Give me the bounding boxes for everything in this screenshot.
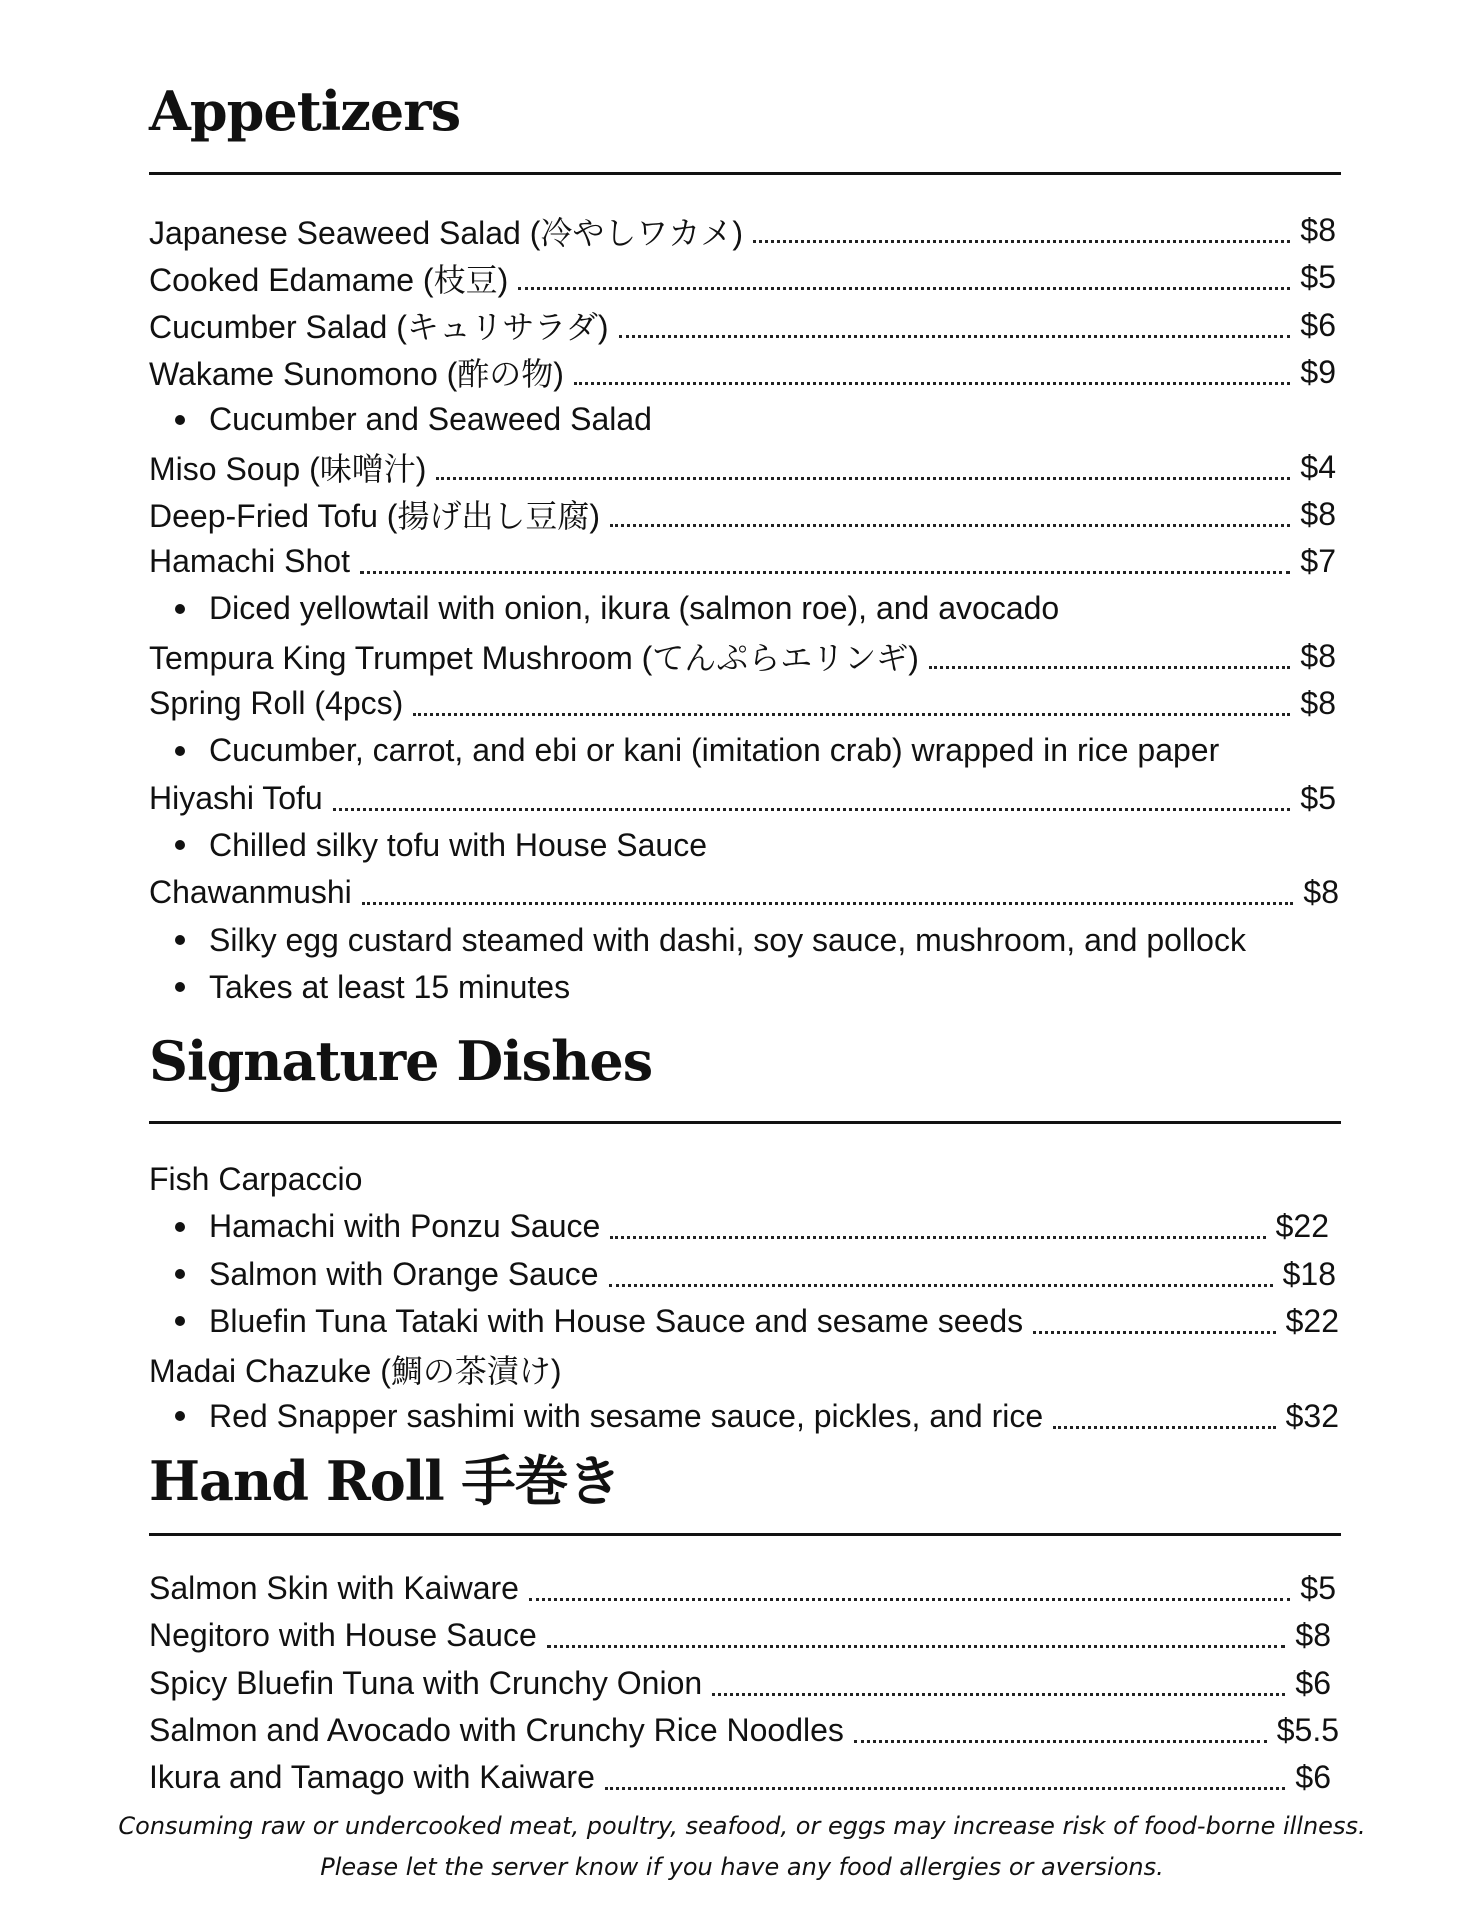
appetizers-list (149, 207, 1341, 1007)
item-name: Negitoro with House Sauce (149, 1617, 537, 1654)
item-name: Tempura King Trumpet Mushroom (てんぷらエリンギ) (149, 640, 919, 677)
dot-leader (619, 331, 1291, 338)
divider (149, 1121, 1341, 1124)
item-name: Cucumber Salad (キュリサラダ) (149, 309, 609, 346)
item-price: $22 (1285, 1302, 1339, 1339)
item-price: $5 (1300, 779, 1336, 816)
item-price: $6 (1295, 1664, 1331, 1701)
signature-rule (149, 1121, 1341, 1124)
menu-item (149, 775, 1336, 822)
item-price: $8 (1303, 874, 1339, 911)
dot-leader (574, 378, 1290, 385)
item-name: Deep-Fried Tofu (揚げ出し豆腐) (149, 498, 601, 535)
item-price: $9 (1300, 353, 1336, 390)
appetizers-rule (149, 172, 1341, 175)
item-note: Red Snapper sashimi with sesame sauce, pickles, and rice (209, 1397, 1044, 1434)
item-name: Hamachi Shot (149, 543, 350, 580)
dot-leader (529, 1594, 1290, 1601)
dot-leader (547, 1641, 1286, 1648)
bullet-icon (175, 1411, 185, 1421)
item-price: $8 (1300, 637, 1336, 674)
item-name: Japanese Seaweed Salad (冷やしワカメ) (149, 214, 744, 251)
item-name: Madai Chazuke (鯛の茶漬け) (149, 1352, 562, 1389)
dot-leader (413, 709, 1290, 716)
item-price: $7 (1300, 543, 1336, 580)
menu-item-note (149, 1298, 1339, 1345)
menu-item-note (149, 964, 1341, 1011)
menu-item-note (149, 396, 1341, 443)
menu-item-note (149, 1251, 1336, 1298)
item-price: $8 (1300, 212, 1336, 248)
menu-item (149, 349, 1336, 396)
dot-leader (605, 1783, 1286, 1790)
item-price: $8 (1295, 1617, 1331, 1654)
item-price: $18 (1282, 1255, 1336, 1292)
bullet-icon (175, 840, 185, 850)
bullet-icon (175, 982, 185, 992)
disclaimer-line-2: Please let the server know if you have any food allergies or aversions. (320, 1853, 1164, 1881)
dot-leader (753, 236, 1290, 243)
item-name: Chawanmushi (149, 874, 352, 911)
dot-leader (610, 520, 1290, 527)
item-note: Cucumber and Seaweed Salad (209, 401, 652, 438)
menu-item (149, 491, 1336, 538)
menu-item (149, 254, 1336, 301)
menu-item (149, 207, 1336, 254)
menu-item-note (149, 1203, 1329, 1250)
menu-item-note (149, 1393, 1339, 1440)
signature-section (149, 1029, 1341, 1093)
item-note: Bluefin Tuna Tataki with House Sauce and sesame seeds (209, 1302, 1024, 1339)
menu-item (149, 444, 1336, 491)
item-note: Diced yellowtail with onion, ikura (salmon roe), and avocado (209, 590, 1060, 627)
item-name: Hiyashi Tofu (149, 779, 323, 816)
menu-item-note (149, 585, 1341, 632)
disclaimer-line-1: Consuming raw or undercooked meat, poultry, seafood, or eggs may increase risk of food-borne illness. (118, 1812, 1366, 1840)
section-title-appetizers: Appetizers (149, 79, 461, 143)
menu-item-note (149, 822, 1341, 869)
item-name: Ikura and Tamago with Kaiware (149, 1759, 595, 1796)
handroll-rule (149, 1533, 1341, 1536)
bullet-icon (175, 746, 185, 756)
item-name: Wakame Sunomono (酢の物) (149, 356, 564, 393)
handroll-section (149, 1449, 1341, 1513)
dot-leader (610, 1232, 1265, 1239)
menu-item (149, 1612, 1331, 1659)
item-price: $8 (1300, 495, 1336, 532)
section-title-signature: Signature Dishes (149, 1029, 653, 1093)
dot-leader (1053, 1422, 1275, 1429)
item-note: Chilled silky tofu with House Sauce (209, 826, 708, 863)
item-name: Salmon Skin with Kaiware (149, 1570, 519, 1606)
bullet-icon (175, 1222, 185, 1232)
dot-leader (360, 567, 1290, 574)
item-price: $4 (1300, 448, 1336, 485)
divider (149, 1533, 1341, 1536)
menu-item (149, 1754, 1331, 1801)
dot-leader (362, 898, 1294, 905)
bullet-icon (175, 1316, 185, 1326)
menu-item (149, 1156, 1341, 1203)
item-name: Fish Carpaccio (149, 1161, 363, 1197)
menu-item-note (149, 727, 1341, 774)
item-note: Hamachi with Ponzu Sauce (209, 1208, 601, 1245)
item-name: Cooked Edamame (枝豆) (149, 261, 509, 298)
item-price: $5 (1300, 1570, 1336, 1606)
item-price: $8 (1300, 685, 1336, 721)
section-title-handroll: Hand Roll 手巻き (149, 1449, 621, 1513)
item-price: $22 (1275, 1208, 1329, 1245)
menu-item (149, 538, 1336, 585)
dot-leader (518, 283, 1290, 290)
item-price: $5.5 (1276, 1711, 1339, 1748)
menu-item (149, 1660, 1331, 1707)
bullet-icon (175, 415, 185, 425)
menu-item (149, 1345, 1341, 1392)
dot-leader (1033, 1327, 1275, 1334)
item-name: Spring Roll (4pcs) (149, 685, 404, 721)
menu-item (149, 680, 1336, 727)
bullet-icon (175, 1269, 185, 1279)
dot-leader (436, 473, 1290, 480)
bullet-icon (175, 604, 185, 614)
item-note: Silky egg custard steamed with dashi, soy sauce, mushroom, and pollock (209, 921, 1246, 958)
dot-leader (712, 1689, 1285, 1696)
dot-leader (609, 1280, 1273, 1287)
item-name: Spicy Bluefin Tuna with Crunchy Onion (149, 1664, 703, 1701)
menu-item-note (149, 917, 1341, 964)
menu-item (149, 869, 1339, 916)
dot-leader (333, 804, 1291, 811)
dot-leader (929, 662, 1290, 669)
item-note: Salmon with Orange Sauce (209, 1255, 599, 1292)
menu-item (149, 633, 1336, 680)
menu-item (149, 1707, 1339, 1754)
item-price: $5 (1300, 259, 1336, 296)
menu-item (149, 1565, 1336, 1612)
item-note: Takes at least 15 minutes (209, 968, 571, 1005)
handroll-list (149, 1565, 1341, 1815)
item-price: $6 (1300, 306, 1336, 343)
item-price: $6 (1295, 1759, 1331, 1796)
appetizers-section (149, 79, 1341, 143)
bullet-icon (175, 935, 185, 945)
item-note: Cucumber, carrot, and ebi or kani (imitation crab) wrapped in rice paper (209, 732, 1220, 769)
dot-leader (854, 1736, 1267, 1743)
signature-list (149, 1156, 1341, 1456)
divider (149, 172, 1341, 175)
item-name: Miso Soup (味噌汁) (149, 451, 427, 487)
item-name: Salmon and Avocado with Crunchy Rice Noodles (149, 1711, 844, 1748)
item-price: $32 (1285, 1397, 1339, 1434)
menu-item (149, 302, 1336, 349)
